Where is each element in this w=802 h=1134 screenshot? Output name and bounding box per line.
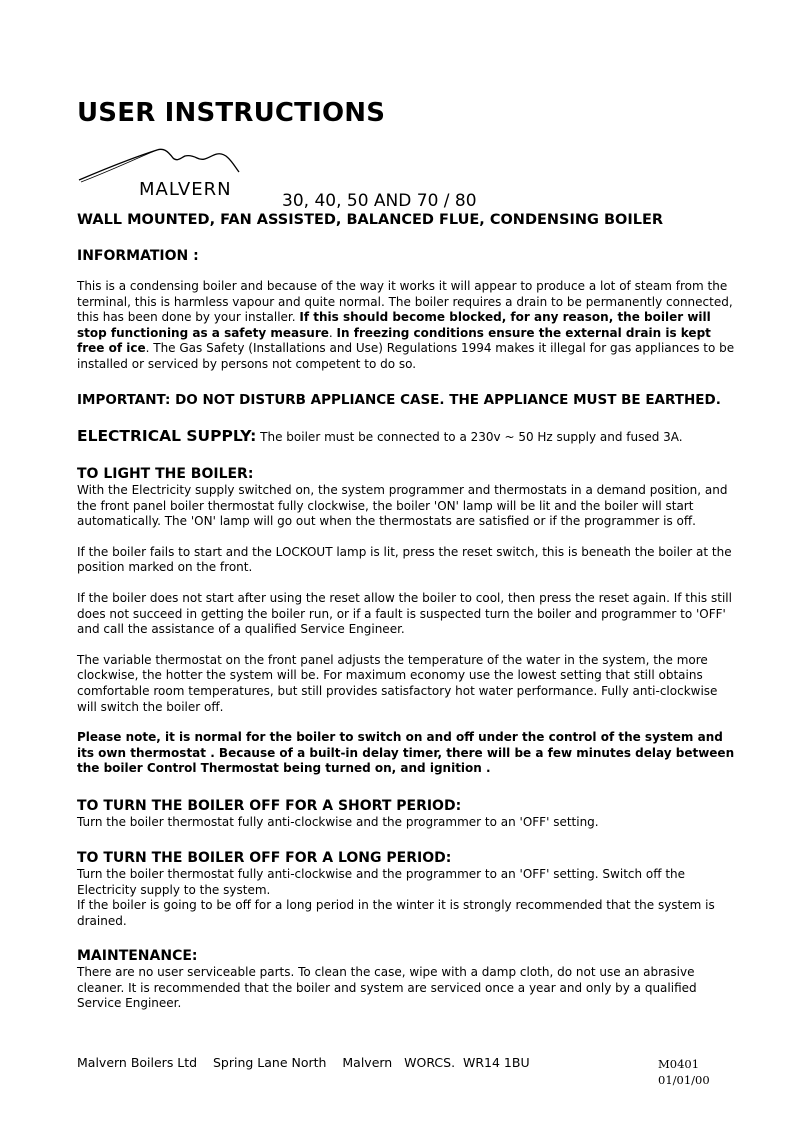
off-long-heading: TO TURN THE BOILER OFF FOR A LONG PERIOD: — [77, 850, 452, 866]
electrical-text: The boiler must be connected to a 230v ~ 50 Hz supply and fused 3A. — [256, 430, 683, 444]
electrical-section — [77, 426, 737, 447]
model-numbers: 30, 40, 50 AND 70 / 80 — [282, 191, 477, 211]
document-code: M0401 — [658, 1057, 700, 1071]
off-short-section — [77, 797, 737, 831]
off-long-section — [77, 849, 737, 929]
logo-wordmark: MALVERN — [139, 179, 232, 200]
off-short-text: Turn the boiler thermostat fully anti-clockwise and the programmer to an 'OFF' setting. — [77, 815, 599, 829]
maintenance-section — [77, 947, 737, 1012]
information-section — [77, 247, 737, 373]
light-paragraph-3: If the boiler does not start after using the reset allow the boiler to cool, then press the reset again. If this still does not succeed in getting the boiler run, or if a fault is suspected turn the boiler and programmer to 'OFF' and call the assistance of a qualified Service Engineer. — [77, 590, 732, 637]
off-long-text-2: If the boiler is going to be off for a long period in the winter it is strongly recommended that the system is drained. — [77, 898, 715, 928]
light-paragraph-1: With the Electricity supply switched on, the system programmer and thermostats in a demand position, and the front panel boiler thermostat fully clockwise, the boiler 'ON' lamp will be lit and the boiler will start automatically. The 'ON' lamp will go out when the thermostats are satisfied or if the programmer is off. — [77, 483, 728, 529]
maintenance-heading: MAINTENANCE: — [77, 948, 198, 964]
light-paragraph-4: The variable thermostat on the front panel adjusts the temperature of the water in the system, the more clockwise, the hotter the system will be. For maximum economy use the lowest setting that still obtains comfortable room temperatures, but still provides satisfactory hot water performance. Fully anti-clockwise will switch the boiler off. — [77, 652, 718, 714]
light-note: Please note, it is normal for the boiler to switch on and off under the control of the system and its own thermostat . Because of a built-in delay timer, there will be a few minutes delay between the boiler Control Thermostat being turned on, and ignition . — [77, 730, 735, 776]
light-boiler-section — [77, 465, 737, 777]
off-long-text-1: Turn the boiler thermostat fully anti-clockwise and the programmer to an 'OFF' setting. Switch off the Electricity supply to the system. — [77, 867, 686, 897]
page-subtitle: WALL MOUNTED, FAN ASSISTED, BALANCED FLUE, CONDENSING BOILER — [77, 212, 664, 228]
information-heading: INFORMATION : — [77, 248, 199, 264]
electrical-heading: ELECTRICAL SUPPLY: — [77, 427, 257, 445]
light-boiler-heading: TO LIGHT THE BOILER: — [77, 466, 254, 482]
footer-address: Malvern Boilers Ltd Spring Lane North Malvern WORCS. WR14 1BU — [77, 1055, 530, 1070]
page-title: USER INSTRUCTIONS — [77, 98, 386, 128]
maintenance-text: There are no user serviceable parts. To clean the case, wipe with a damp cloth, do not use an abrasive cleaner. It is recommended that the boiler and system are serviced once a year and only by a qualified Service Engineer. — [77, 965, 697, 1011]
malvern-logo — [77, 146, 243, 204]
important-notice: IMPORTANT: DO NOT DISTURB APPLIANCE CASE. THE APPLIANCE MUST BE EARTHED. — [77, 392, 721, 408]
information-text: This is a condensing boiler and because of the way it works it will appear to produce a lot of steam from the terminal, this is harmless vapour and quite normal. The boiler requires a drain to be permanently connected, this has been done by your installer. If this should become blocked, for any reason, the boiler will stop functioning as a safety measure. In freezing conditions ensure the external drain is kept free of ice. The Gas Safety (Installations and Use) Regulations 1994 makes it illegal for gas appliances to be installed or serviced by persons not competent to do so. — [77, 279, 735, 371]
document-date: 01/01/00 — [658, 1073, 710, 1087]
document-reference — [658, 1056, 710, 1088]
light-paragraph-2: If the boiler fails to start and the LOCKOUT lamp is lit, press the reset switch, this is beneath the boiler at the position marked on the front. — [77, 544, 732, 575]
off-short-heading: TO TURN THE BOILER OFF FOR A SHORT PERIOD: — [77, 798, 462, 814]
